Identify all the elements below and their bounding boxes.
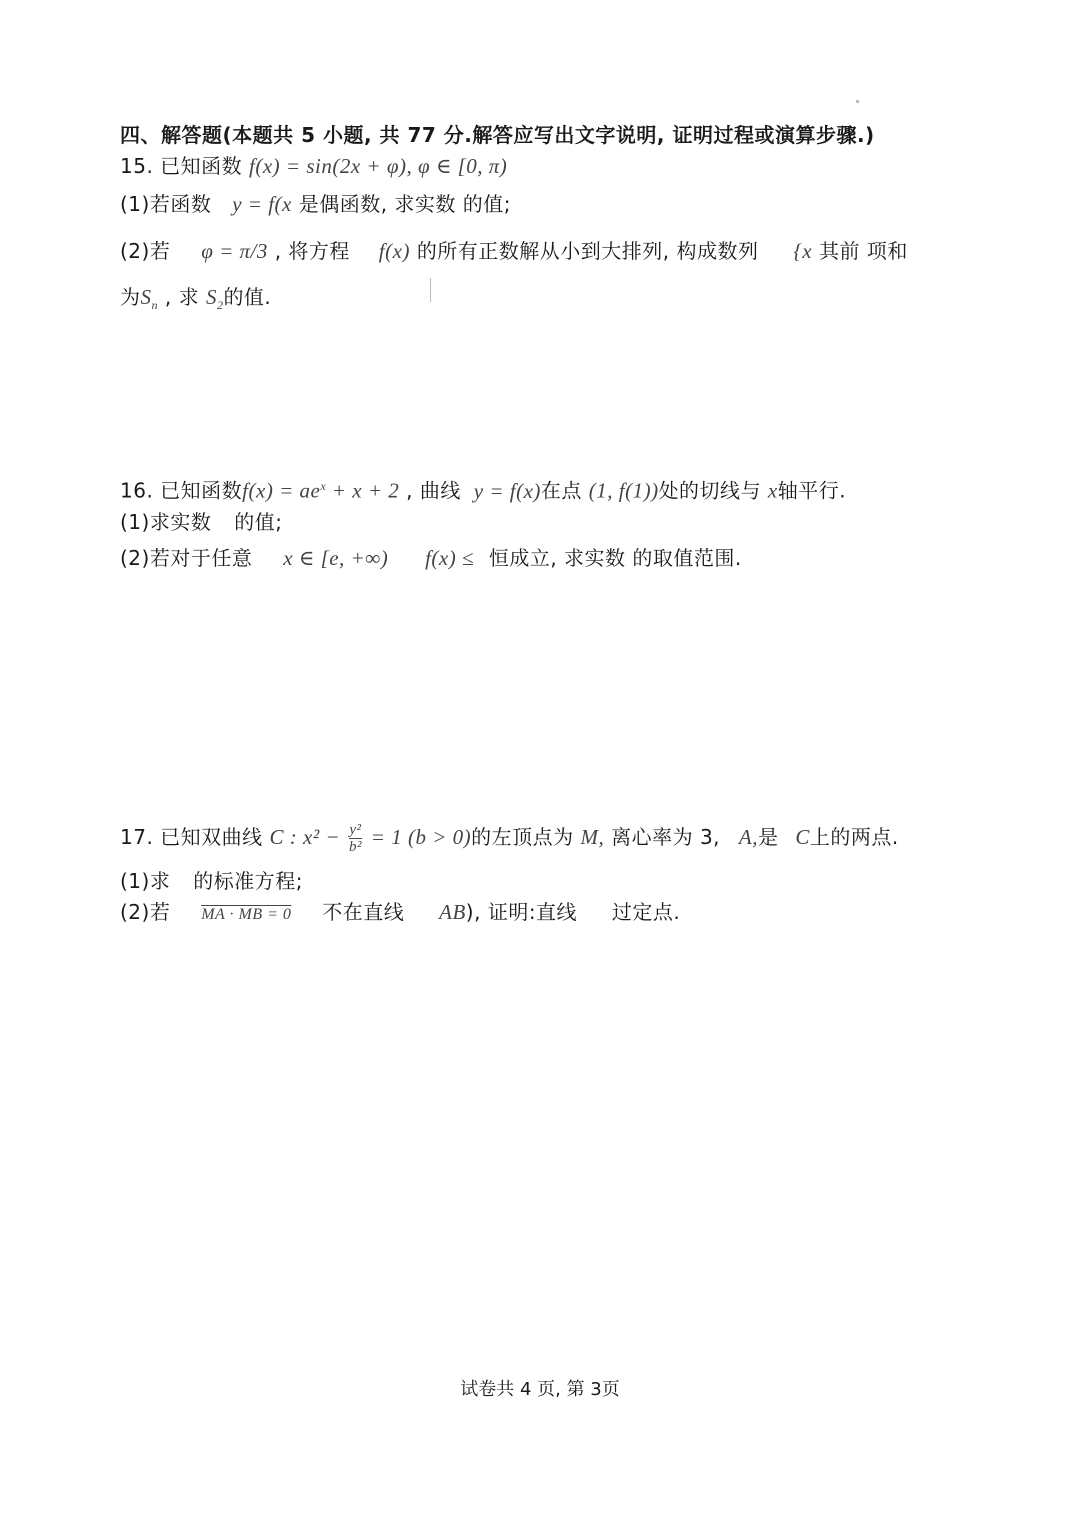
problem-15-part-1 xyxy=(120,189,511,219)
page-footer: 试卷共 4 页, 第 3页 xyxy=(460,1379,620,1400)
stem-text-4: 处的切线与 xyxy=(658,478,762,503)
stem-text: 已知函数 xyxy=(160,478,243,503)
stem-text-3: 离心率为 3, xyxy=(611,825,721,849)
part-text: 不在直线 xyxy=(322,900,405,924)
part-label: (1)若函数 xyxy=(120,192,212,216)
part-formula-sn-sub: n xyxy=(151,298,158,312)
part-text-2: 的值. xyxy=(223,285,272,309)
stem-formula-4: C xyxy=(795,825,810,849)
stem-text-5: 上的两点. xyxy=(809,825,899,849)
part-text: 是偶函数, 求实数 的值; xyxy=(298,192,512,216)
section-heading: 四、解答题(本题共 5 小题, 共 77 分.解答应写出文字说明, 证明过程或演算步骤.) xyxy=(120,123,875,147)
part-label: (2)若对于任意 xyxy=(120,546,253,570)
part-formula-ab: AB xyxy=(439,900,466,924)
fraction-numerator: y² xyxy=(349,822,362,838)
problem-number: 17. xyxy=(120,825,154,849)
stem-text-2: , 曲线 xyxy=(406,478,461,503)
problem-15-stem xyxy=(120,151,507,181)
part-text: 恒成立, 求实数 的取值范围. xyxy=(488,546,742,570)
stem-text-2: 的左顶点为 xyxy=(471,825,574,849)
stem-formula-3: (1, f(1)) xyxy=(588,478,659,503)
part-label: 为 xyxy=(120,285,141,309)
part-formula-vectors: MA · MB = 0 xyxy=(201,906,292,923)
stem-formula-2: y = f(x) xyxy=(473,478,541,503)
stem-formula-sup: x xyxy=(320,479,327,493)
problem-16-stem xyxy=(120,471,846,506)
stem-text: 已知双曲线 xyxy=(160,825,263,849)
part-text: , 将方程 xyxy=(274,239,350,263)
part-formula-domain: x ∈ [e, +∞) xyxy=(283,546,389,570)
stem-formula: f(x) = sin(2x + φ), φ ∈ [0, π) xyxy=(249,154,508,178)
part-formula-s2-sub: 2 xyxy=(216,298,224,312)
part-formula: y = f(x xyxy=(232,192,292,216)
part-label: (1)求 xyxy=(120,869,171,893)
problem-number: 16. xyxy=(120,478,154,503)
fraction-denominator: b² xyxy=(348,839,362,855)
stem-formula: C : x² − xyxy=(269,825,341,849)
part-text-3: 其前 项和 xyxy=(818,239,908,263)
problem-number: 15. xyxy=(120,154,154,178)
part-text-2: ), 证明:直线 xyxy=(465,900,578,924)
problem-16-part-2 xyxy=(120,543,742,573)
part-formula-fx: f(x) xyxy=(378,239,410,263)
part-text: 的值; xyxy=(234,510,283,534)
stem-formula: f(x) = ae xyxy=(242,478,321,503)
stem-text-5: 轴平行. xyxy=(777,478,847,503)
problem-16-part-1 xyxy=(120,507,282,537)
part-label: (2)若 xyxy=(120,900,171,924)
part-text: , 求 xyxy=(164,285,200,309)
stem-formula-tail: + x + 2 xyxy=(326,478,400,503)
part-formula-s2: S xyxy=(205,285,217,309)
problem-15-part-2-cont xyxy=(120,282,271,320)
part-formula-sn: S xyxy=(140,285,152,309)
part-formula-ineq: f(x) ≤ xyxy=(425,546,474,570)
stem-fraction xyxy=(349,822,362,855)
stem-text: 已知函数 xyxy=(160,154,243,178)
part-formula-phi: φ = π/3 xyxy=(201,239,268,263)
stem-formula-3: A, xyxy=(738,825,758,849)
part-text: 的标准方程; xyxy=(193,869,303,893)
part-text-2: 的所有正数解从小到大排列, 构成数列 xyxy=(416,239,759,263)
stem-text-4: 是 xyxy=(757,825,779,849)
problem-17-part-1 xyxy=(120,866,303,896)
stem-formula-2: M, xyxy=(580,825,605,849)
stem-text-3: 在点 xyxy=(540,478,582,503)
part-text-3: 过定点. xyxy=(611,900,681,924)
problem-17-part-2 xyxy=(120,897,680,930)
stem-formula-tail: = 1 (b > 0) xyxy=(370,825,472,849)
part-label: (2)若 xyxy=(120,239,171,263)
problem-17-stem xyxy=(120,822,899,855)
part-label: (1)求实数 xyxy=(120,510,212,534)
scan-dot xyxy=(856,100,859,103)
stem-formula-4: x xyxy=(767,478,778,503)
problem-15-part-2 xyxy=(120,236,908,266)
scan-mark xyxy=(430,278,431,302)
part-formula-seq: {x xyxy=(793,239,813,263)
